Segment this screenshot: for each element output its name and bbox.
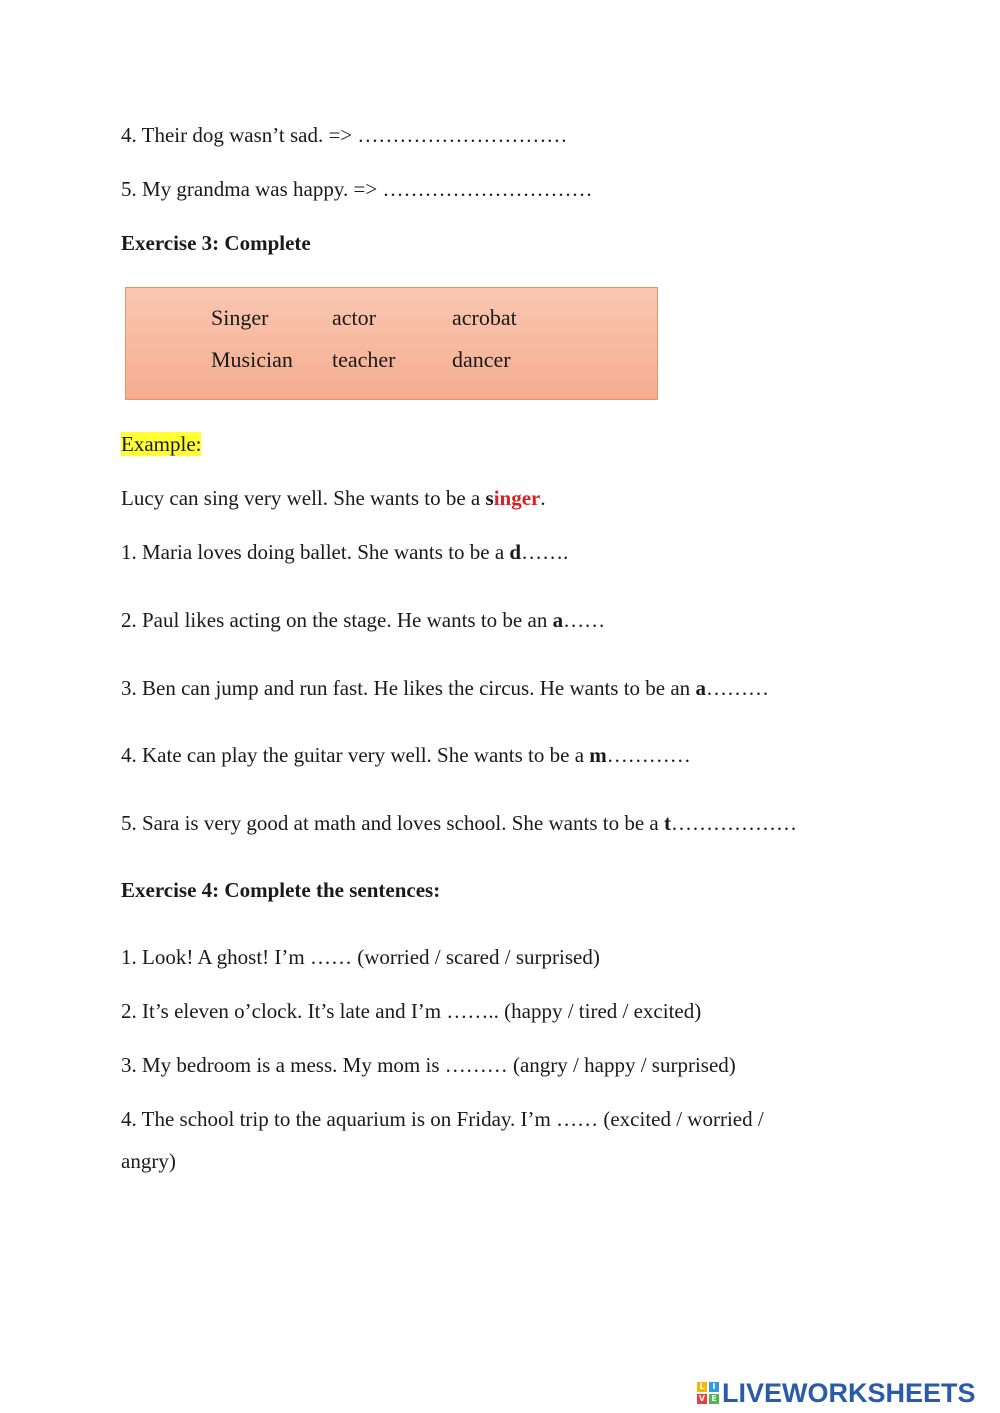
live-grid-icon: [697, 1382, 719, 1404]
exercise4-item-1: 1. Look! A ghost! I’m …… (worried / scared / surprised): [121, 945, 600, 969]
example-sentence: [121, 484, 546, 512]
answer-blank[interactable]: ………………: [670, 811, 797, 835]
answer-blank[interactable]: …….: [521, 540, 569, 564]
word-bank: [125, 287, 658, 400]
word-bank-item: teacher: [332, 347, 396, 372]
item-text: 4. Kate can play the guitar very well. She wants to be a: [121, 743, 590, 767]
logo-icon-letter: L: [697, 1382, 707, 1392]
example-first-letter: s: [485, 486, 494, 510]
example-text: Lucy can sing very well. She wants to be a: [121, 486, 486, 510]
item-text: 1. Maria loves doing ballet. She wants to be a: [121, 540, 510, 564]
exercise2-line-4: 4. Their dog wasn’t sad. => …………………………: [121, 123, 568, 147]
answer-blank[interactable]: …………: [606, 743, 691, 767]
logo-text: LIVEWORKSHEETS: [722, 1377, 976, 1408]
exercise3-item-2: [121, 606, 605, 634]
exercise4-title: Exercise 4: Complete the sentences:: [121, 878, 441, 902]
item-letter: m: [589, 743, 607, 767]
exercise2-line-5: 5. My grandma was happy. => …………………………: [121, 177, 593, 201]
exercise3-item-4: [121, 741, 691, 769]
example-answer: inger: [493, 486, 541, 510]
item-text: 2. Paul likes acting on the stage. He wants to be an: [121, 608, 553, 632]
answer-blank[interactable]: ……: [563, 608, 606, 632]
exercise3-item-1: [121, 538, 568, 566]
answer-blank[interactable]: ………: [705, 676, 769, 700]
item-letter: d: [509, 540, 522, 564]
exercise4-item-3: 3. My bedroom is a mess. My mom is ……… (angry / happy / surprised): [121, 1053, 736, 1077]
item-letter: t: [663, 811, 671, 835]
exercise3-title: Exercise 3: Complete: [121, 231, 311, 255]
exercise4-item-2: 2. It’s eleven o’clock. It’s late and I’m …….. (happy / tired / excited): [121, 999, 702, 1023]
word-bank-item: Singer: [211, 305, 269, 330]
exercise3-item-3: [121, 674, 769, 702]
example-label-highlight: Example:: [121, 432, 202, 456]
exercise4-item-4-continued: angry): [121, 1149, 176, 1173]
item-letter: a: [695, 676, 706, 700]
logo-icon-letter: E: [709, 1394, 719, 1404]
item-text: 5. Sara is very good at math and loves school. She wants to be a: [121, 811, 664, 835]
exercise3-item-5: [121, 809, 797, 837]
liveworksheets-logo: [697, 1377, 976, 1409]
item-letter: a: [552, 608, 564, 632]
word-bank-item: Musician: [211, 347, 293, 372]
word-bank-item: acrobat: [452, 305, 517, 330]
item-text: 3. Ben can jump and run fast. He likes the circus. He wants to be an: [121, 676, 696, 700]
logo-icon-letter: V: [698, 1394, 706, 1403]
exercise4-item-4: 4. The school trip to the aquarium is on Friday. I’m …… (excited / worried /: [121, 1107, 764, 1131]
word-bank-item: dancer: [452, 347, 511, 372]
word-bank-item: actor: [332, 305, 376, 330]
example-label: [121, 430, 201, 458]
logo-icon-letter: I: [709, 1382, 719, 1392]
example-end: .: [540, 486, 546, 510]
